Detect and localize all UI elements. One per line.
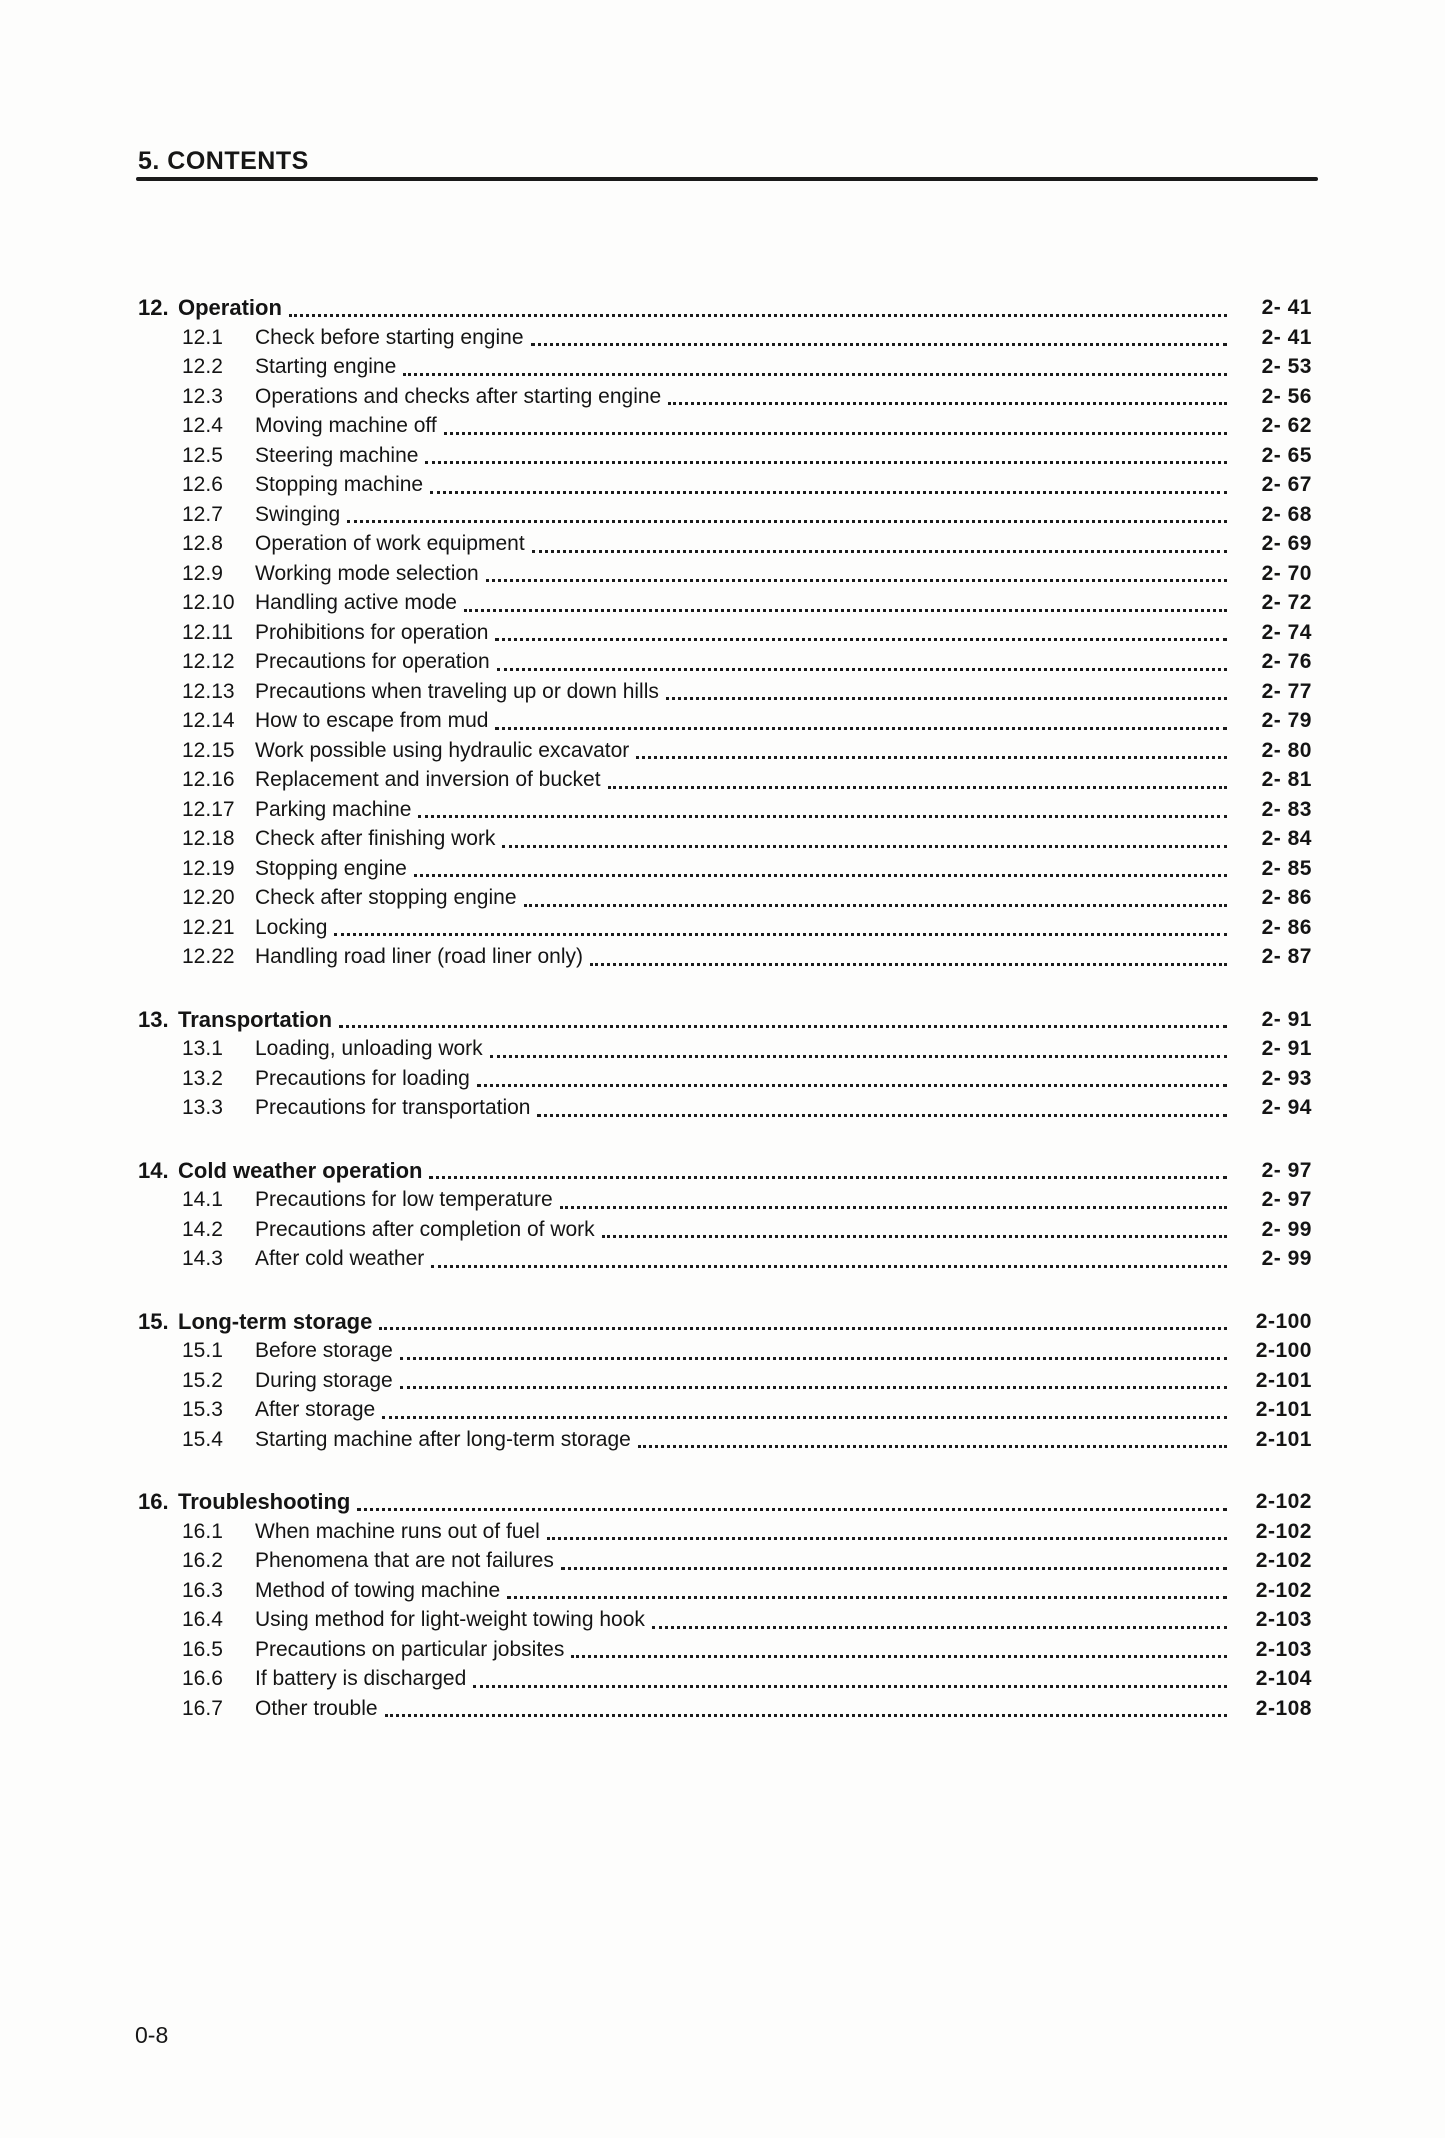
item-number: 12.9 (182, 561, 223, 585)
dot-leader (483, 1034, 1238, 1064)
item-title: Loading, unloading work (255, 1037, 483, 1060)
item-number: 12.14 (182, 709, 235, 732)
dot-leader (661, 382, 1238, 412)
dot-leader (457, 588, 1238, 618)
item-title: Before storage (255, 1339, 393, 1362)
item-number: 15.4 (182, 1427, 223, 1451)
dot-leader (375, 1395, 1238, 1425)
item-title: Parking machine (255, 797, 412, 821)
toc-item-row (0, 529, 1445, 559)
item-title: Moving machine off (255, 414, 437, 437)
item-number: 12.21 (182, 915, 235, 939)
toc-section (0, 1156, 1445, 1274)
section-page-ref: 2-102 (1255, 1490, 1312, 1513)
item-page-ref: 2- 79 (1261, 709, 1312, 732)
dot-leader (583, 942, 1238, 972)
dot-leader (411, 795, 1238, 825)
item-title: Other trouble (255, 1696, 378, 1720)
item-number: 16.2 (182, 1549, 223, 1572)
item-number: 12.17 (182, 797, 235, 821)
item-page-ref: 2- 81 (1261, 768, 1312, 791)
section-number: 16. (138, 1489, 169, 1514)
dot-leader (423, 470, 1238, 500)
section-page-ref: 2- 41 (1261, 296, 1312, 319)
toc-item-row (0, 1215, 1445, 1245)
dot-leader (466, 1664, 1238, 1694)
item-title: During storage (255, 1368, 393, 1392)
item-page-ref: 2- 99 (1261, 1217, 1312, 1241)
item-number: 12.15 (182, 738, 235, 762)
item-title: Precautions for operation (255, 650, 490, 673)
item-title: After storage (255, 1398, 376, 1421)
dot-leader (595, 1215, 1238, 1245)
toc-item-row (0, 1034, 1445, 1064)
item-page-ref: 2-101 (1255, 1368, 1312, 1392)
item-number: 14.1 (182, 1188, 223, 1211)
item-number: 15.2 (182, 1368, 223, 1392)
item-page-ref: 2-102 (1255, 1519, 1312, 1543)
item-page-ref: 2- 80 (1261, 738, 1312, 762)
item-title: Check before starting engine (255, 325, 524, 349)
toc-item-row (0, 1425, 1445, 1455)
item-number: 16.1 (182, 1519, 223, 1543)
item-page-ref: 2- 56 (1261, 384, 1312, 408)
item-page-ref: 2- 87 (1261, 945, 1312, 968)
item-number: 15.3 (182, 1398, 223, 1421)
toc-item-row (0, 647, 1445, 677)
dot-leader (372, 1307, 1238, 1337)
item-title: Handling active mode (255, 591, 457, 614)
item-page-ref: 2- 69 (1261, 532, 1312, 555)
toc-item-row (0, 765, 1445, 795)
item-page-ref: 2-100 (1255, 1339, 1312, 1362)
toc-item-row (0, 1576, 1445, 1606)
item-page-ref: 2- 99 (1261, 1247, 1312, 1270)
toc-item-row (0, 883, 1445, 913)
item-page-ref: 2-101 (1255, 1427, 1312, 1451)
header-rule (136, 177, 1318, 181)
item-page-ref: 2- 65 (1261, 443, 1312, 467)
toc-section (0, 293, 1445, 972)
item-title: Handling road liner (road liner only) (255, 945, 584, 968)
toc-item-row (0, 588, 1445, 618)
item-title: Locking (255, 915, 328, 939)
section-number: 15. (138, 1308, 169, 1334)
toc-item-row (0, 1517, 1445, 1547)
item-number: 12.8 (182, 532, 223, 555)
item-number: 12.13 (182, 679, 235, 703)
dot-leader (495, 824, 1238, 854)
item-page-ref: 2- 93 (1261, 1066, 1312, 1090)
item-number: 12.2 (182, 355, 223, 378)
item-title: Prohibitions for operation (255, 620, 489, 644)
item-title: Precautions for low temperature (255, 1188, 553, 1211)
dot-leader (340, 500, 1238, 530)
item-number: 12.3 (182, 384, 223, 408)
toc-item-row (0, 1694, 1445, 1724)
dot-leader (350, 1487, 1238, 1517)
item-number: 12.7 (182, 502, 223, 526)
item-page-ref: 2- 86 (1261, 886, 1312, 909)
item-page-ref: 2- 83 (1261, 797, 1312, 821)
item-page-ref: 2- 62 (1261, 414, 1312, 437)
toc-item-row (0, 913, 1445, 943)
item-number: 12.19 (182, 856, 235, 880)
item-page-ref: 2- 91 (1261, 1037, 1312, 1060)
toc-item-row (0, 942, 1445, 972)
toc-section-row (0, 1307, 1445, 1337)
section-page-ref: 2-100 (1255, 1309, 1312, 1333)
toc-item-row (0, 824, 1445, 854)
dot-leader (396, 352, 1238, 382)
toc-item-row (0, 382, 1445, 412)
toc-item-row (0, 1635, 1445, 1665)
toc-item-row (0, 1244, 1445, 1274)
item-title: Operation of work equipment (255, 532, 525, 555)
item-number: 12.18 (182, 827, 235, 850)
dot-leader (422, 1156, 1238, 1186)
section-title: Troubleshooting (178, 1489, 351, 1514)
toc-section-row (0, 1005, 1445, 1035)
dot-leader (437, 411, 1238, 441)
item-page-ref: 2- 97 (1261, 1188, 1312, 1211)
item-title: If battery is discharged (255, 1667, 467, 1690)
item-title: Precautions when traveling up or down hills (255, 679, 659, 703)
item-page-ref: 2- 94 (1261, 1096, 1312, 1119)
toc-item-row (0, 795, 1445, 825)
toc-item-row (0, 1605, 1445, 1635)
dot-leader (393, 1336, 1238, 1366)
toc-item-row (0, 618, 1445, 648)
item-title: Precautions on particular jobsites (255, 1637, 565, 1661)
item-page-ref: 2-103 (1255, 1608, 1312, 1631)
section-title: Transportation (178, 1006, 333, 1032)
item-page-ref: 2- 72 (1261, 591, 1312, 614)
item-page-ref: 2- 68 (1261, 502, 1312, 526)
item-number: 12.12 (182, 650, 235, 673)
item-page-ref: 2- 85 (1261, 856, 1312, 880)
item-number: 12.16 (182, 768, 235, 791)
toc-section (0, 1307, 1445, 1455)
item-title: How to escape from mud (255, 709, 489, 732)
item-title: Method of towing machine (255, 1578, 501, 1602)
toc-item-row (0, 1546, 1445, 1576)
section-number: 12. (138, 295, 169, 320)
dot-leader (407, 854, 1238, 884)
item-title: Check after finishing work (255, 827, 496, 850)
toc-item-row (0, 559, 1445, 589)
dot-leader (530, 1093, 1238, 1123)
section-title: Cold weather operation (178, 1157, 423, 1183)
dot-leader (282, 293, 1238, 323)
dot-leader (553, 1185, 1238, 1215)
dot-leader (378, 1694, 1238, 1724)
item-page-ref: 2-104 (1255, 1667, 1312, 1690)
item-number: 12.22 (182, 945, 235, 968)
dot-leader (554, 1546, 1238, 1576)
section-title: Long-term storage (178, 1308, 373, 1334)
toc-item-row (0, 677, 1445, 707)
item-title: Check after stopping engine (255, 886, 517, 909)
item-title: Stopping engine (255, 856, 407, 880)
item-title: Replacement and inversion of bucket (255, 768, 601, 791)
item-number: 13.2 (182, 1066, 223, 1090)
dot-leader (601, 765, 1238, 795)
toc-item-row (0, 1366, 1445, 1396)
toc-item-row (0, 323, 1445, 353)
dot-leader (645, 1605, 1238, 1635)
item-title: Swinging (255, 502, 341, 526)
dot-leader (490, 647, 1238, 677)
item-page-ref: 2-103 (1255, 1637, 1312, 1661)
dot-leader (500, 1576, 1238, 1606)
item-number: 16.3 (182, 1578, 223, 1602)
toc-section-row (0, 1156, 1445, 1186)
item-page-ref: 2- 84 (1261, 827, 1312, 850)
item-title: Work possible using hydraulic excavator (255, 738, 630, 762)
item-title: After cold weather (255, 1247, 425, 1270)
dot-leader (629, 736, 1238, 766)
dot-leader (470, 1064, 1238, 1094)
item-page-ref: 2- 67 (1261, 473, 1312, 496)
item-number: 12.1 (182, 325, 223, 349)
item-title: Operations and checks after starting engine (255, 384, 662, 408)
toc-item-row (0, 854, 1445, 884)
item-page-ref: 2- 41 (1261, 325, 1312, 349)
item-title: When machine runs out of fuel (255, 1519, 540, 1543)
dot-leader (540, 1517, 1238, 1547)
toc-item-row (0, 1395, 1445, 1425)
item-number: 16.6 (182, 1667, 223, 1690)
item-number: 12.10 (182, 591, 235, 614)
section-page-ref: 2- 97 (1261, 1158, 1312, 1182)
item-page-ref: 2- 86 (1261, 915, 1312, 939)
item-number: 16.7 (182, 1696, 223, 1720)
page-number-footer: 0-8 (135, 2022, 169, 2048)
toc-section (0, 1487, 1445, 1723)
section-number: 13. (138, 1006, 169, 1032)
item-number: 15.1 (182, 1339, 223, 1362)
section-page-ref: 2- 91 (1261, 1007, 1312, 1031)
dot-leader (479, 559, 1238, 589)
dot-leader (332, 1005, 1238, 1035)
dot-leader (488, 706, 1238, 736)
toc-item-row (0, 706, 1445, 736)
toc-item-row (0, 1336, 1445, 1366)
item-page-ref: 2- 77 (1261, 679, 1312, 703)
toc-section-row (0, 1487, 1445, 1517)
item-title: Stopping machine (255, 473, 424, 496)
item-number: 12.11 (182, 620, 233, 644)
item-title: Working mode selection (255, 561, 479, 585)
dot-leader (327, 913, 1238, 943)
item-number: 14.2 (182, 1217, 223, 1241)
item-title: Starting engine (255, 355, 397, 378)
item-page-ref: 2-102 (1255, 1549, 1312, 1572)
toc-item-row (0, 352, 1445, 382)
table-of-contents (0, 293, 1445, 1723)
toc-item-row (0, 1664, 1445, 1694)
toc-item-row (0, 736, 1445, 766)
toc-section (0, 1005, 1445, 1123)
item-number: 12.20 (182, 886, 235, 909)
item-title: Starting machine after long-term storage (255, 1427, 631, 1451)
toc-item-row (0, 1064, 1445, 1094)
section-number: 14. (138, 1157, 169, 1183)
item-number: 16.4 (182, 1608, 223, 1631)
item-page-ref: 2-102 (1255, 1578, 1312, 1602)
item-title: Using method for light-weight towing hook (255, 1608, 645, 1631)
toc-item-row (0, 470, 1445, 500)
item-title: Precautions for transportation (255, 1096, 531, 1119)
item-title: Precautions after completion of work (255, 1217, 595, 1241)
page-header-title: 5. CONTENTS (138, 147, 309, 175)
dot-leader (424, 1244, 1238, 1274)
item-page-ref: 2- 76 (1261, 650, 1312, 673)
item-title: Precautions for loading (255, 1066, 470, 1090)
item-number: 14.3 (182, 1247, 223, 1270)
dot-leader (524, 323, 1239, 353)
item-number: 12.6 (182, 473, 223, 496)
dot-leader (393, 1366, 1238, 1396)
dot-leader (517, 883, 1238, 913)
item-number: 13.3 (182, 1096, 223, 1119)
item-page-ref: 2- 70 (1261, 561, 1312, 585)
item-title: Steering machine (255, 443, 419, 467)
dot-leader (631, 1425, 1238, 1455)
item-page-ref: 2-101 (1255, 1398, 1312, 1421)
dot-leader (488, 618, 1238, 648)
dot-leader (525, 529, 1238, 559)
toc-item-row (0, 411, 1445, 441)
toc-item-row (0, 500, 1445, 530)
item-number: 16.5 (182, 1637, 223, 1661)
toc-item-row (0, 1185, 1445, 1215)
toc-item-row (0, 1093, 1445, 1123)
item-number: 12.5 (182, 443, 223, 467)
item-number: 13.1 (182, 1037, 223, 1060)
item-page-ref: 2- 74 (1261, 620, 1312, 644)
section-title: Operation (178, 295, 282, 320)
item-title: Phenomena that are not failures (255, 1549, 554, 1572)
dot-leader (418, 441, 1238, 471)
dot-leader (659, 677, 1238, 707)
dot-leader (564, 1635, 1238, 1665)
toc-section-row (0, 293, 1445, 323)
item-number: 12.4 (182, 414, 223, 437)
item-page-ref: 2- 53 (1261, 355, 1312, 378)
toc-item-row (0, 441, 1445, 471)
item-page-ref: 2-108 (1255, 1696, 1312, 1720)
